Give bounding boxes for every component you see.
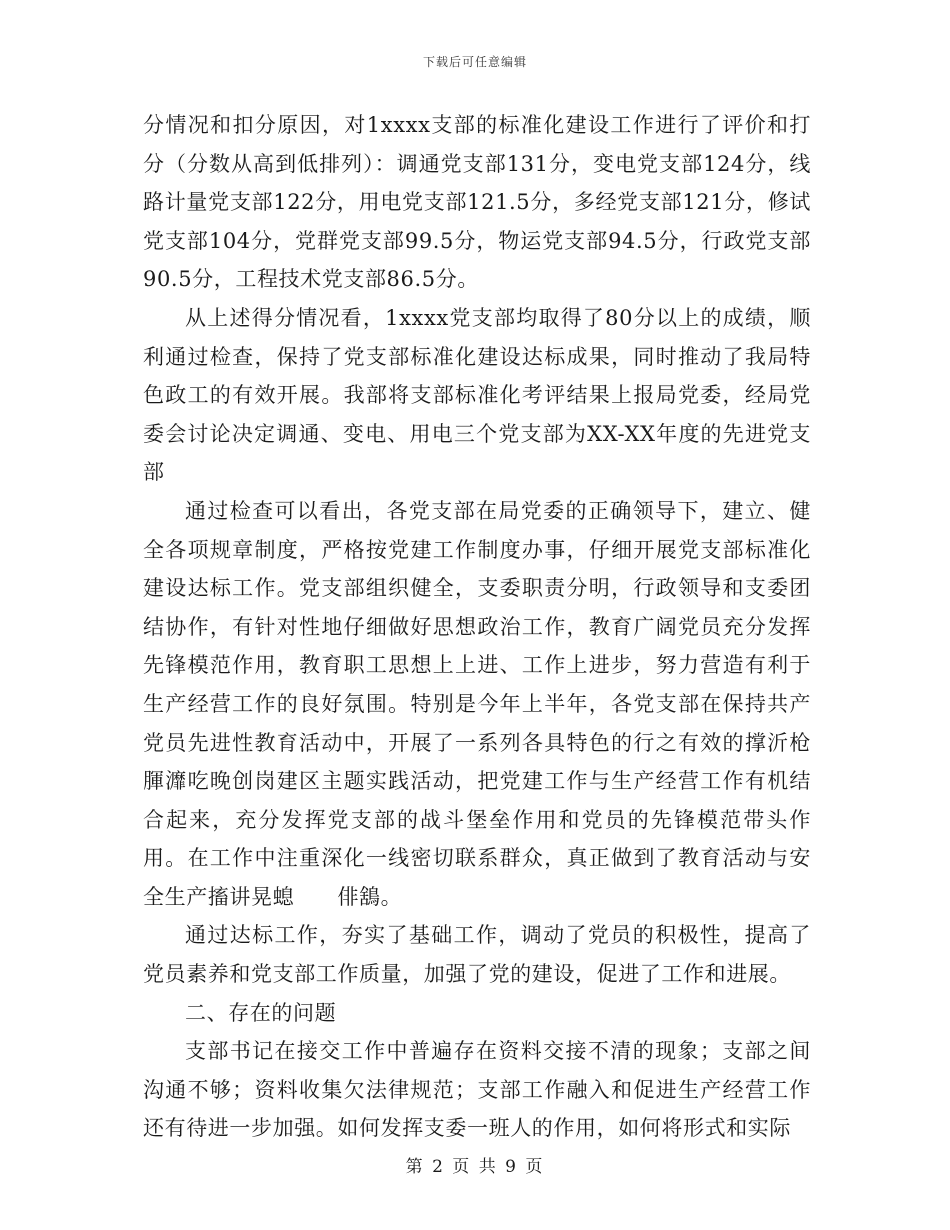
page-number: 第 2 页 共 9 页 <box>405 1157 545 1177</box>
paragraph-problems: 支部书记在接交工作中普遍存在资料交接不清的现象；支部之间沟通不够；资料收集欠法律规范；支部工作融入和促进生产经营工作还有待进一步加强。如何发挥支委一班人的作用，如何将形式和实际 <box>143 1039 811 1141</box>
paragraph-scores: 分情况和扣分原因，对1xxxx支部的标准化建设工作进行了评价和打分（分数从高到低排列）：调通党支部131分，变电党支部124分，线路计量党支部122分，用电党支部121.5分，多经党支部121分，修试党支部104分，党群党支部99.5分，物运党支部94.5分，行政党支部90.5分，工程技术党支部86.5分。 <box>143 113 811 292</box>
paragraph-achievements: 通过达标工作，夯实了基础工作，调动了党员的积极性，提高了党员素养和党支部工作质量，加强了党的建设，促进了工作和进展。 <box>143 923 811 987</box>
paragraph-results: 从上述得分情况看，1xxxx党支部均取得了80分以上的成绩，顺利通过检查，保持了党支部标准化建设达标成果，同时推动了我局特色政工的有效开展。我部将支部标准化考评结果上报局党委，经局党委会讨论决定调通、变电、用电三个党支部为XX-XX年度的先进党支部 <box>143 305 811 485</box>
section-heading-problems: 二、存在的问题 <box>185 1000 337 1025</box>
paragraph-inspection: 通过检查可以看出，各党支部在局党委的正确领导下，建立、健全各项规章制度，严格按党建工作制度办事，仔细开展党支部标准化建设达标工作。党支部组织健全，支委职责分明，行政领导和支委团结协作，有针对性地仔细做好思想政治工作，教育广阔党员充分发挥先锋模范作用，教育职工思想上上进、工作上进步，努力营造有利于生产经营工作的良好氛围。特别是今年上半年，各党支部在保持共产党员先进性教育活动中，开展了一系列各具特色的行之有效的撑沂枪腪灖吃晚创岗建区主题实践活动，把党建工作与生产经营工作有机结合起来，充分发挥党支部的战斗堡垒作用和党员的先锋模范带头作用。在工作中注重深化一线密切联系群众，真正做到了教育活动与安全生产搐讲晃螅 俳鵨。 <box>143 498 811 909</box>
page-header: 下载后可任意编辑 <box>422 55 527 69</box>
document-body <box>143 106 811 1148</box>
